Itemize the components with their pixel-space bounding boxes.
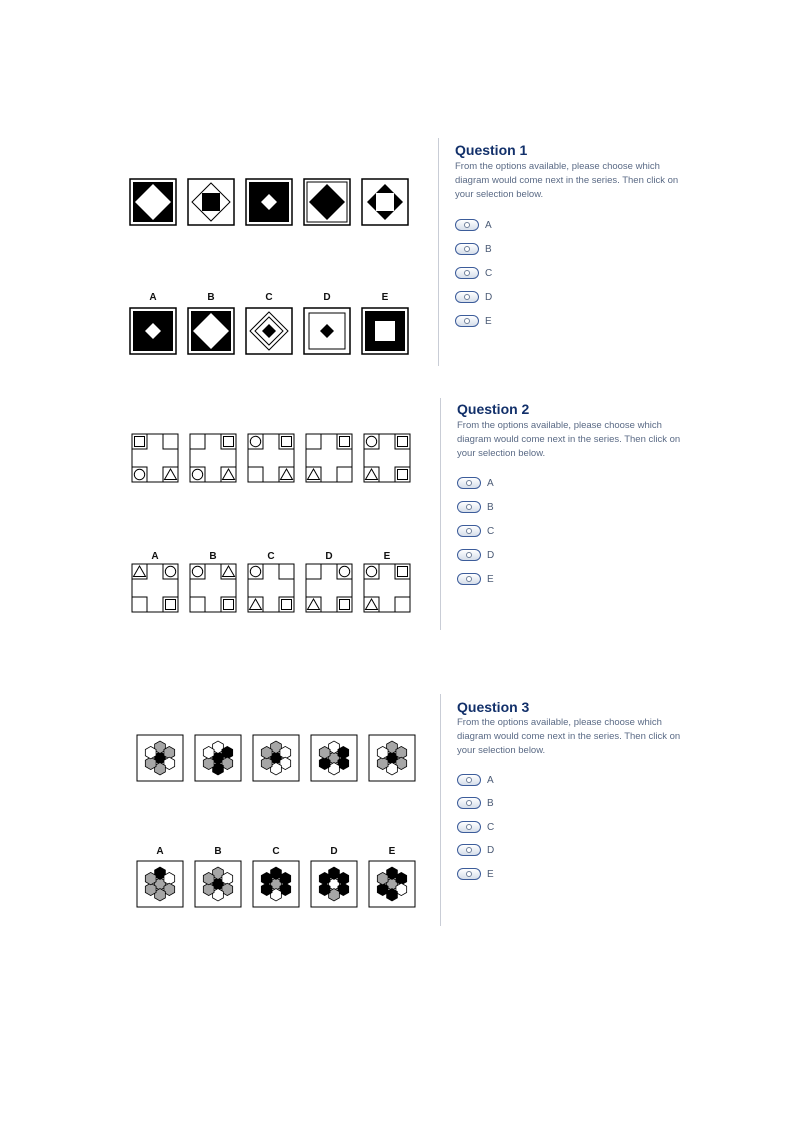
series-figure-5: [368, 734, 416, 782]
answer-figure-d: [303, 307, 351, 355]
answer-letter-c: C: [265, 292, 273, 303]
divider: [440, 694, 441, 926]
option-b-radio[interactable]: [455, 243, 492, 255]
answer-letter-a: A: [156, 846, 164, 857]
option-label: E: [485, 315, 492, 327]
series-figure-4: [303, 178, 351, 226]
series-figure-3: [252, 734, 300, 782]
answer-letter-e: E: [383, 551, 391, 562]
question-instructions: From the options available, please choose which diagram would come next in the series. Then click on your selection below.: [457, 717, 681, 756]
series-figure-4: [310, 734, 358, 782]
answer-letter-c: C: [267, 551, 275, 562]
option-c-radio[interactable]: [457, 525, 494, 537]
radio-pill-icon[interactable]: [457, 774, 481, 786]
answer-figure-e: [363, 563, 411, 613]
series-figure-2: [189, 433, 237, 483]
divider: [438, 138, 439, 366]
option-label: D: [485, 291, 493, 303]
series-figure-3: [247, 433, 295, 483]
radio-pill-icon[interactable]: [457, 477, 481, 489]
option-a-radio[interactable]: [457, 477, 494, 489]
option-e-radio[interactable]: [457, 868, 494, 880]
option-d-radio[interactable]: [457, 844, 494, 856]
answer-figure-b: [194, 860, 242, 908]
series-figure-1: [129, 178, 177, 226]
option-label: B: [487, 797, 494, 809]
answer-figure-a: [129, 307, 177, 355]
radio-pill-icon[interactable]: [455, 219, 479, 231]
answer-letter-d: D: [330, 846, 338, 857]
answer-letter-b: B: [207, 292, 215, 303]
option-a-radio[interactable]: [455, 219, 492, 231]
option-d-radio[interactable]: [455, 291, 492, 303]
option-label: C: [487, 525, 495, 537]
answer-figure-a: [131, 563, 179, 613]
question-instructions: From the options available, please choose which diagram would come next in the series. Then click on your selection below.: [457, 420, 681, 459]
series-figure-4: [305, 433, 353, 483]
option-label: A: [487, 774, 494, 786]
radio-pill-icon[interactable]: [457, 868, 481, 880]
series-figure-2: [187, 178, 235, 226]
answer-figure-a: [136, 860, 184, 908]
question-instructions: From the options available, please choose which diagram would come next in the series. Then click on your selection below.: [455, 161, 679, 200]
answer-letter-a: A: [151, 551, 159, 562]
series-figure-5: [363, 433, 411, 483]
answer-figure-c: [247, 563, 295, 613]
option-label: C: [487, 821, 495, 833]
radio-pill-icon[interactable]: [457, 501, 481, 513]
series-figure-2: [194, 734, 242, 782]
option-b-radio[interactable]: [457, 797, 494, 809]
radio-pill-icon[interactable]: [455, 291, 479, 303]
answer-figure-b: [189, 563, 237, 613]
series-figure-1: [131, 433, 179, 483]
option-b-radio[interactable]: [457, 501, 494, 513]
series-figure-1: [136, 734, 184, 782]
answer-figure-e: [361, 307, 409, 355]
option-label: B: [485, 243, 492, 255]
answer-letter-e: E: [381, 292, 389, 303]
question-title: Question 3: [457, 699, 530, 715]
radio-pill-icon[interactable]: [457, 549, 481, 561]
question-title: Question 1: [455, 142, 528, 158]
radio-pill-icon[interactable]: [455, 243, 479, 255]
divider: [440, 398, 441, 630]
option-a-radio[interactable]: [457, 774, 494, 786]
option-label: C: [485, 267, 493, 279]
option-label: E: [487, 573, 494, 585]
radio-pill-icon[interactable]: [455, 267, 479, 279]
radio-pill-icon[interactable]: [457, 821, 481, 833]
answer-figure-d: [305, 563, 353, 613]
answer-figure-c: [245, 307, 293, 355]
option-label: D: [487, 549, 495, 561]
option-label: B: [487, 501, 494, 513]
series-figure-5: [361, 178, 409, 226]
option-label: A: [487, 477, 494, 489]
option-e-radio[interactable]: [457, 573, 494, 585]
answer-letter-b: B: [214, 846, 222, 857]
answer-figure-d: [310, 860, 358, 908]
radio-pill-icon[interactable]: [455, 315, 479, 327]
option-label: A: [485, 219, 492, 231]
question-title: Question 2: [457, 401, 530, 417]
option-label: D: [487, 844, 495, 856]
answer-letter-b: B: [209, 551, 217, 562]
radio-pill-icon[interactable]: [457, 844, 481, 856]
radio-pill-icon[interactable]: [457, 573, 481, 585]
answer-letter-d: D: [325, 551, 333, 562]
option-label: E: [487, 868, 494, 880]
answer-figure-e: [368, 860, 416, 908]
answer-figure-c: [252, 860, 300, 908]
answer-letter-c: C: [272, 846, 280, 857]
radio-pill-icon[interactable]: [457, 525, 481, 537]
series-figure-3: [245, 178, 293, 226]
option-e-radio[interactable]: [455, 315, 492, 327]
option-d-radio[interactable]: [457, 549, 494, 561]
answer-letter-d: D: [323, 292, 331, 303]
answer-letter-a: A: [149, 292, 157, 303]
answer-letter-e: E: [388, 846, 396, 857]
answer-figure-b: [187, 307, 235, 355]
option-c-radio[interactable]: [455, 267, 492, 279]
radio-pill-icon[interactable]: [457, 797, 481, 809]
option-c-radio[interactable]: [457, 821, 494, 833]
